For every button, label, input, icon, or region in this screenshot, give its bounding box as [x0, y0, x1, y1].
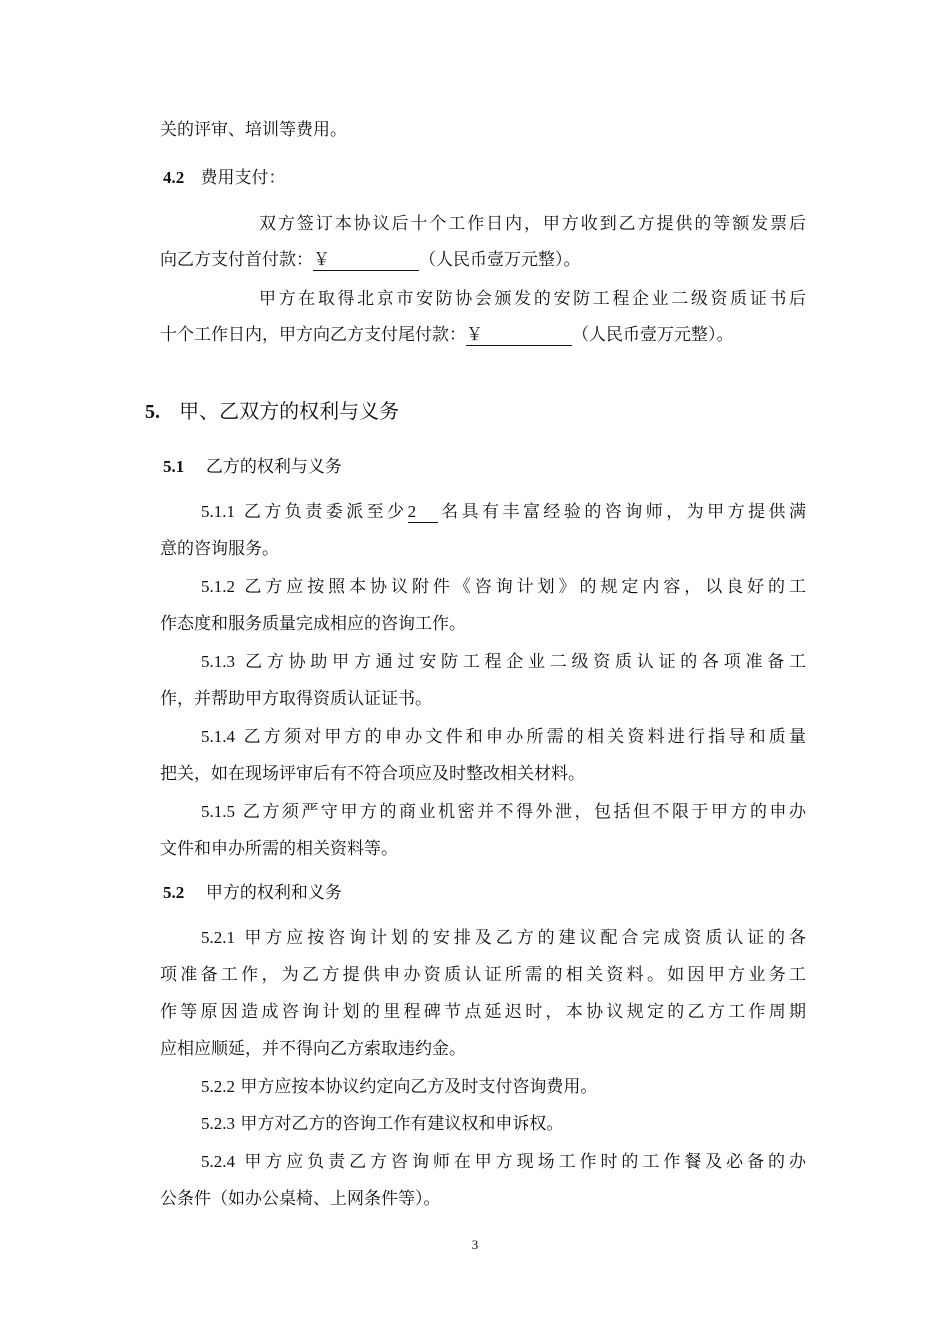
clause-text: 甲方对乙方的咨询工作有建议权和申诉权。: [240, 1114, 564, 1134]
section-number: 4.2: [163, 168, 185, 187]
section-5-2-heading: [163, 881, 813, 905]
clause-5-2-3: [201, 1112, 851, 1136]
first-payment-label: 向乙方支付首付款：: [160, 250, 313, 270]
clause-5-2-1-line-4: 应相应顺延，并不得向乙方索取违约金。: [160, 1039, 466, 1059]
clause-text: 甲方应按咨询计划的安排及乙方的建议配合完成资质认证的各: [244, 928, 806, 948]
section-number: 5.: [145, 401, 160, 423]
clause-text: 乙方须对甲方的申办文件和申办所需的相关资料进行指导和质量: [243, 727, 806, 747]
continuation-text: 关的评审、培训等费用。: [160, 120, 347, 140]
final-payment-amount-field: [466, 325, 572, 346]
clause-number: 5.1.5: [201, 802, 235, 821]
clause-5-1-3-line-2: 作，并帮助甲方取得资质认证证书。: [160, 689, 432, 709]
section-title: 费用支付：: [200, 168, 286, 188]
section-number: 5.1: [163, 457, 185, 476]
clause-text: 乙方负责委派至少: [243, 502, 408, 522]
final-payment-label: 十个工作日内，甲方向乙方支付尾付款：: [160, 325, 466, 345]
clause-5-1-2-line-2: 作态度和服务质量完成相应的咨询工作。: [160, 614, 466, 634]
payment-paragraph-1-line-2: [160, 248, 810, 272]
section-title: 乙方的权利与义务: [205, 457, 342, 477]
consultant-count: 2: [407, 502, 417, 521]
clause-5-2-4-line-1: [201, 1150, 806, 1174]
clause-5-2-1-line-3: 作等原因造成咨询计划的里程碑节点延迟时，本协议规定的乙方工作周期: [160, 1002, 806, 1022]
section-5-heading: [145, 399, 795, 424]
clause-number: 5.1.4: [201, 727, 235, 746]
payment-paragraph-2-line-2: [160, 323, 810, 347]
clause-number: 5.2.4: [201, 1152, 235, 1171]
yuan-symbol: ￥: [313, 250, 330, 270]
clause-text: 乙方须严守甲方的商业机密并不得外泄，包括但不限于甲方的申办: [242, 802, 806, 822]
clause-text: 乙方协助甲方通过安防工程企业二级资质认证的各项准备工: [245, 652, 806, 672]
section-number: 5.2: [163, 883, 185, 902]
first-payment-amount-text: （人民币壹万元整）。: [419, 250, 581, 270]
clause-5-1-5-line-2: 文件和申办所需的相关资料等。: [160, 839, 398, 859]
clause-text: 乙方应按照本协议附件《咨询计划》的规定内容，以良好的工: [244, 577, 806, 597]
final-payment-amount-text: （人民币壹万元整）。: [572, 325, 734, 345]
section-title: 甲、乙双方的权利与义务: [179, 399, 400, 423]
consultant-count-field: [408, 502, 438, 523]
clause-5-1-5-line-1: [201, 800, 806, 824]
section-5-1-heading: [163, 455, 813, 479]
clause-number: 5.1.1: [201, 502, 235, 521]
clause-5-2-1-line-1: [201, 926, 806, 950]
clause-number: 5.2.2: [201, 1077, 235, 1096]
clause-5-2-2: [201, 1075, 851, 1099]
clause-5-1-2-line-1: [201, 575, 806, 599]
clause-5-1-4-line-2: 把关，如在现场评审后有不符合项应及时整改相关材料。: [160, 764, 585, 784]
section-title: 甲方的权利和义务: [205, 883, 342, 903]
clause-number: 5.2.3: [201, 1114, 235, 1133]
clause-5-2-1-line-2: 项准备工作，为乙方提供申办资质认证所需的相关资料。如因甲方业务工: [160, 965, 806, 985]
clause-number: 5.2.1: [201, 928, 235, 947]
clause-number: 5.1.3: [201, 652, 235, 671]
clause-number: 5.1.2: [201, 577, 235, 596]
section-4-2-heading: [163, 166, 813, 190]
clause-5-1-1-line-1: [201, 500, 806, 524]
clause-5-1-3-line-1: [201, 650, 806, 674]
page-number: 3: [471, 1237, 479, 1252]
yuan-symbol: ￥: [466, 325, 483, 345]
clause-text: 甲方应按本协议约定向乙方及时支付咨询费用。: [240, 1077, 598, 1097]
first-payment-amount-field: [313, 250, 419, 271]
clause-text: 名具有丰富经验的咨询师，为甲方提供满: [437, 502, 806, 522]
clause-text: 甲方应负责乙方咨询师在甲方现场工作时的工作餐及必备的办: [244, 1152, 806, 1172]
payment-paragraph-2-line-1: 甲方在取得北京市安防协会颁发的安防工程企业二级资质证书后: [259, 289, 806, 309]
clause-5-1-4-line-1: [201, 725, 806, 749]
clause-5-1-1-line-2: 意的咨询服务。: [160, 539, 279, 559]
payment-paragraph-1-line-1: 双方签订本协议后十个工作日内，甲方收到乙方提供的等额发票后: [259, 214, 806, 234]
clause-5-2-4-line-2: 公条件（如办公桌椅、上网条件等）。: [160, 1189, 441, 1209]
